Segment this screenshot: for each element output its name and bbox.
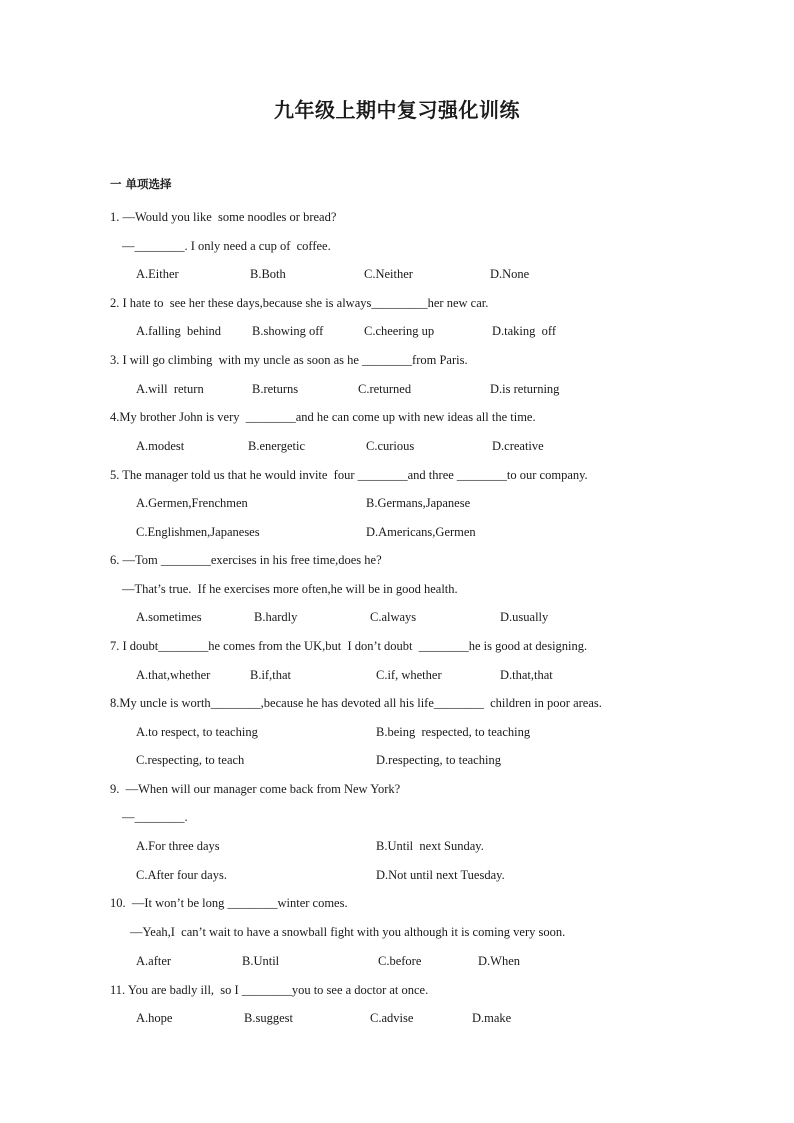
q2-option-c: C.cheering up [364, 324, 435, 338]
question-9: 9. —When will our manager come back from New York? [110, 782, 401, 796]
q2-option-d: D.taking off [492, 324, 556, 338]
q6-option-d: D.usually [500, 610, 549, 624]
question-3: 3. I will go climbing with my uncle as soon as he ________from Paris. [110, 353, 468, 367]
q2-option-b: B.showing off [252, 324, 324, 338]
q3-option-b: B.returns [252, 382, 299, 396]
q8-option-b: B.being respected, to teaching [376, 725, 531, 739]
q3-option-a: A.will return [136, 382, 204, 396]
q11-option-d: D.make [472, 1011, 512, 1025]
page-title: 九年级上期中复习强化训练 [274, 98, 520, 122]
q5-option-b: B.Germans,Japanese [366, 496, 471, 510]
q3-option-d: D.is returning [490, 382, 560, 396]
question-1: 1. —Would you like some noodles or bread? [110, 210, 337, 224]
q8-option-c: C.respecting, to teach [136, 753, 245, 767]
q6-option-c: C.always [370, 610, 417, 624]
question-5: 5. The manager told us that he would invite four ________and three ________to our company. [110, 468, 588, 482]
q5-option-d: D.Americans,Germen [366, 525, 476, 539]
q6-option-b: B.hardly [254, 610, 298, 624]
q11-option-c: C.advise [370, 1011, 414, 1025]
q4-option-a: A.modest [136, 439, 185, 453]
q7-option-c: C.if, whether [376, 668, 442, 682]
question-6-reply: —That’s true. If he exercises more often,he will be in good health. [122, 582, 458, 596]
question-7: 7. I doubt________he comes from the UK,but I don’t doubt ________he is good at designing. [110, 639, 588, 653]
q9-option-b: B.Until next Sunday. [376, 839, 484, 853]
q3-option-c: C.returned [358, 382, 412, 396]
q4-option-c: C.curious [366, 439, 415, 453]
question-11: 11. You are badly ill, so I ________you to see a doctor at once. [110, 983, 429, 997]
q8-option-d: D.respecting, to teaching [376, 753, 501, 767]
q2-option-a: A.falling behind [136, 324, 222, 338]
q11-option-a: A.hope [136, 1011, 173, 1025]
question-10: 10. —It won’t be long ________winter comes. [110, 896, 348, 910]
q6-option-a: A.sometimes [136, 610, 202, 624]
q8-option-a: A.to respect, to teaching [136, 725, 258, 739]
q10-option-a: A.after [136, 954, 172, 968]
q7-option-a: A.that,whether [136, 668, 211, 682]
q5-option-c: C.Englishmen,Japaneses [136, 525, 260, 539]
q7-option-b: B.if,that [250, 668, 291, 682]
q11-option-b: B.suggest [244, 1011, 293, 1025]
q5-option-a: A.Germen,Frenchmen [136, 496, 248, 510]
q10-option-d: D.When [478, 954, 520, 968]
q10-option-b: B.Until [242, 954, 280, 968]
q1-option-a: A.Either [136, 267, 179, 281]
q4-option-d: D.creative [492, 439, 544, 453]
question-9-reply: —________. [122, 810, 188, 824]
q1-option-d: D.None [490, 267, 530, 281]
question-6: 6. —Tom ________exercises in his free time,does he? [110, 553, 382, 567]
q7-option-d: D.that,that [500, 668, 553, 682]
question-10-reply: —Yeah,I can’t wait to have a snowball fight with you although it is coming very soon. [130, 925, 566, 939]
q9-option-c: C.After four days. [136, 868, 227, 882]
q9-option-d: D.Not until next Tuesday. [376, 868, 505, 882]
q9-option-a: A.For three days [136, 839, 220, 853]
question-1-reply: —________. I only need a cup of coffee. [122, 239, 331, 253]
q1-option-c: C.Neither [364, 267, 413, 281]
q4-option-b: B.energetic [248, 439, 306, 453]
q1-option-b: B.Both [250, 267, 286, 281]
question-4: 4.My brother John is very ________and he can come up with new ideas all the time. [110, 410, 536, 424]
q10-option-c: C.before [378, 954, 422, 968]
question-8: 8.My uncle is worth________,because he has devoted all his life________ children in poor areas. [110, 696, 602, 710]
section-heading: 一 单项选择 [110, 177, 172, 191]
question-2: 2. I hate to see her these days,because she is always_________her new car. [110, 296, 489, 310]
